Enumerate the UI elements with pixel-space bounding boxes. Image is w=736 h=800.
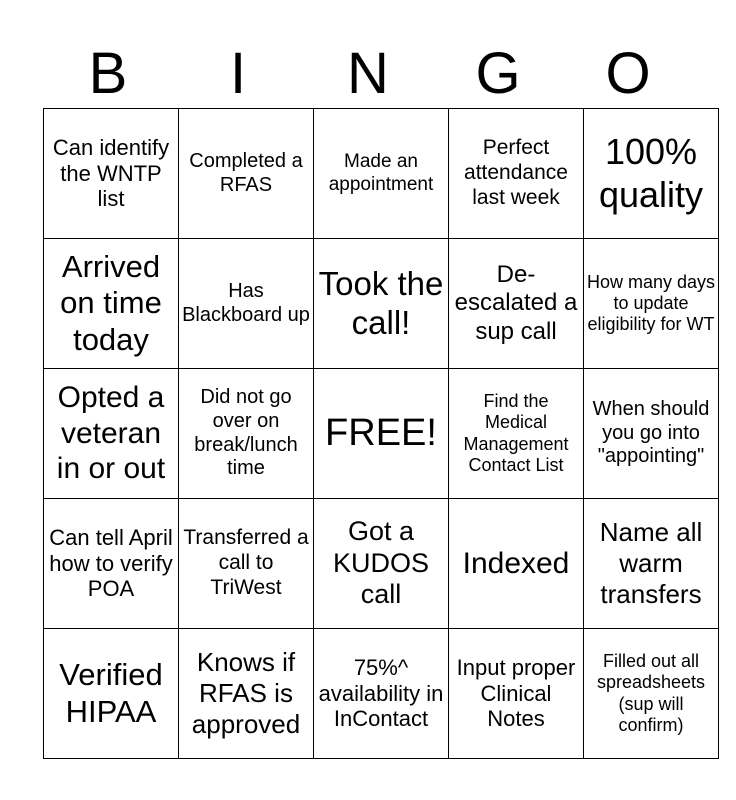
bingo-cell[interactable]: Filled out all spreadsheets (sup will confirm) (584, 629, 719, 759)
header-letter-i: I (229, 41, 247, 106)
header-letter-g: G (475, 41, 521, 106)
bingo-cell[interactable]: 75%^ availability in InContact (314, 629, 449, 759)
bingo-board (43, 108, 719, 759)
bingo-cell[interactable]: Transferred a call to TriWest (179, 499, 314, 629)
free-space-cell[interactable]: FREE! (314, 369, 449, 499)
bingo-cell[interactable]: Arrived on time today (44, 239, 179, 369)
bingo-cell[interactable]: Has Blackboard up (179, 239, 314, 369)
bingo-cell[interactable]: Name all warm transfers (584, 499, 719, 629)
bingo-cell[interactable]: Did not go over on break/lunch time (179, 369, 314, 499)
header-letter-b: B (88, 41, 128, 106)
bingo-cell[interactable]: Can tell April how to verify POA (44, 499, 179, 629)
bingo-cell[interactable]: Took the call! (314, 239, 449, 369)
board-row-5 (44, 629, 719, 759)
board-row-4 (44, 499, 719, 629)
bingo-cell[interactable]: Can identify the WNTP list (44, 109, 179, 239)
bingo-cell[interactable]: Opted a veteran in or out (44, 369, 179, 499)
bingo-cell[interactable]: When should you go into "appointing" (584, 369, 719, 499)
bingo-cell[interactable]: Knows if RFAS is approved (179, 629, 314, 759)
header-letter-n: N (347, 41, 389, 106)
bingo-cell[interactable]: Input proper Clinical Notes (449, 629, 584, 759)
bingo-cell[interactable]: Perfect attendance last week (449, 109, 584, 239)
bingo-header (43, 40, 693, 108)
board-row-2 (44, 239, 719, 369)
bingo-cell[interactable]: How many days to update eligibility for WT (584, 239, 719, 369)
bingo-cell[interactable]: Made an appointment (314, 109, 449, 239)
bingo-cell[interactable]: Find the Medical Management Contact List (449, 369, 584, 499)
bingo-cell[interactable]: Got a KUDOS call (314, 499, 449, 629)
board-row-3 (44, 369, 719, 499)
board-row-1 (44, 109, 719, 239)
bingo-cell[interactable]: De-escalated a sup call (449, 239, 584, 369)
bingo-cell[interactable]: 100% quality (584, 109, 719, 239)
bingo-cell[interactable]: Indexed (449, 499, 584, 629)
bingo-cell[interactable]: Completed a RFAS (179, 109, 314, 239)
bingo-cell[interactable]: Verified HIPAA (44, 629, 179, 759)
header-letter-o: O (605, 41, 651, 106)
